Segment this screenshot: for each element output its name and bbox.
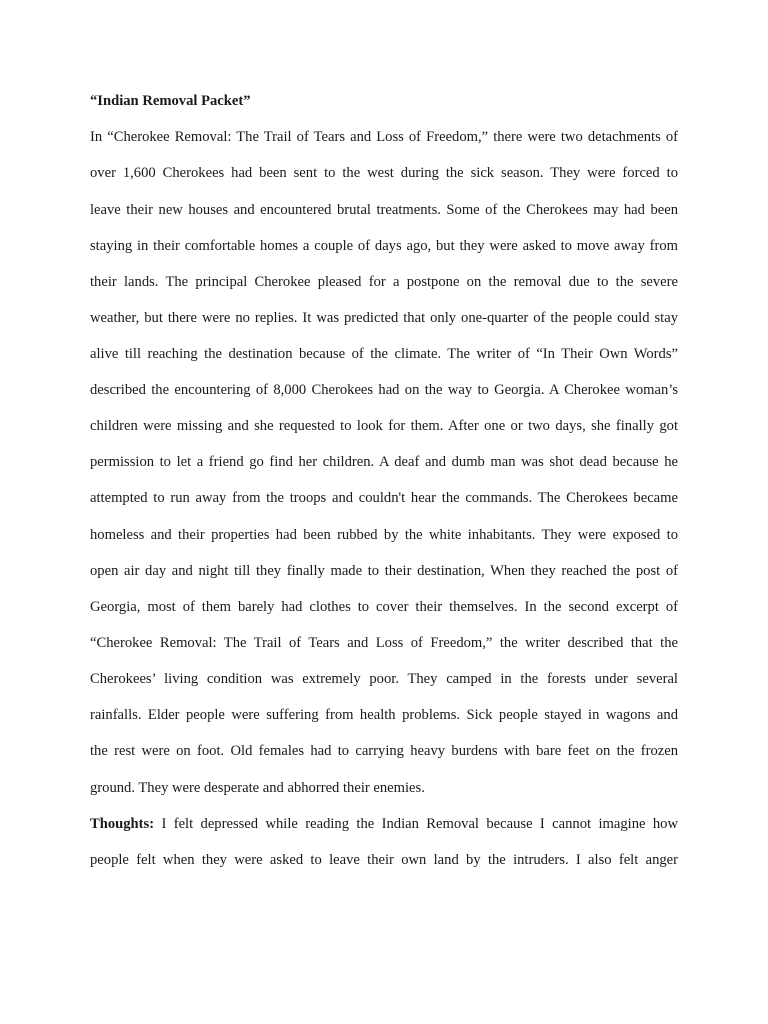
paragraph-line: the rest were on foot. Old females had to carrying heavy burdens with bare feet on the frozen — [90, 743, 678, 759]
paragraph-line: Georgia, most of them barely had clothes to cover their themselves. In the second excerpt of — [90, 599, 678, 615]
paragraph-line: homeless and their properties had been rubbed by the white inhabitants. They were exposed to — [90, 527, 678, 543]
paragraph-line: “Cherokee Removal: The Trail of Tears and Loss of Freedom,” the writer described that the — [90, 635, 678, 651]
thoughts-label: Thoughts: — [90, 816, 155, 832]
paragraph-line: their lands. The principal Cherokee pleased for a postpone on the removal due to the severe — [90, 274, 678, 290]
paragraph-line: over 1,600 Cherokees had been sent to the west during the sick season. They were forced to — [90, 165, 678, 181]
thoughts-line: people felt when they were asked to leave their own land by the intruders. I also felt anger — [90, 852, 678, 868]
paragraph-line: described the encountering of 8,000 Cherokees had on the way to Georgia. A Cherokee woman’s — [90, 382, 678, 398]
paragraph-line: open air day and night till they finally made to their destination, When they reached the post of — [90, 563, 678, 579]
paragraph-line: alive till reaching the destination because of the climate. The writer of “In Their Own Words” — [90, 346, 678, 362]
paragraph-line: permission to let a friend go find her children. A deaf and dumb man was shot dead because he — [90, 454, 678, 470]
paragraph-line: leave their new houses and encountered brutal treatments. Some of the Cherokees may had been — [90, 202, 678, 218]
thoughts-text: I felt depressed while reading the Indian Removal because I cannot imagine how — [154, 816, 678, 832]
paragraph-line: staying in their comfortable homes a couple of days ago, but they were asked to move away from — [90, 238, 678, 254]
paragraph-line: In “Cherokee Removal: The Trail of Tears and Loss of Freedom,” there were two detachments of — [90, 129, 678, 145]
paragraph-line: ground. They were desperate and abhorred their enemies. — [90, 780, 425, 796]
paragraph-line: children were missing and she requested to look for them. After one or two days, she finally got — [90, 418, 678, 434]
paragraph-line: rainfalls. Elder people were suffering from health problems. Sick people stayed in wagons and — [90, 707, 678, 723]
paragraph-line: weather, but there were no replies. It was predicted that only one-quarter of the people could stay — [90, 310, 678, 326]
document-title: “Indian Removal Packet” — [90, 93, 251, 109]
paragraph-line: Cherokees’ living condition was extremely poor. They camped in the forests under several — [90, 671, 678, 687]
paragraph-line: attempted to run away from the troops and couldn't hear the commands. The Cherokees became — [90, 490, 678, 506]
thoughts-line — [90, 814, 678, 834]
